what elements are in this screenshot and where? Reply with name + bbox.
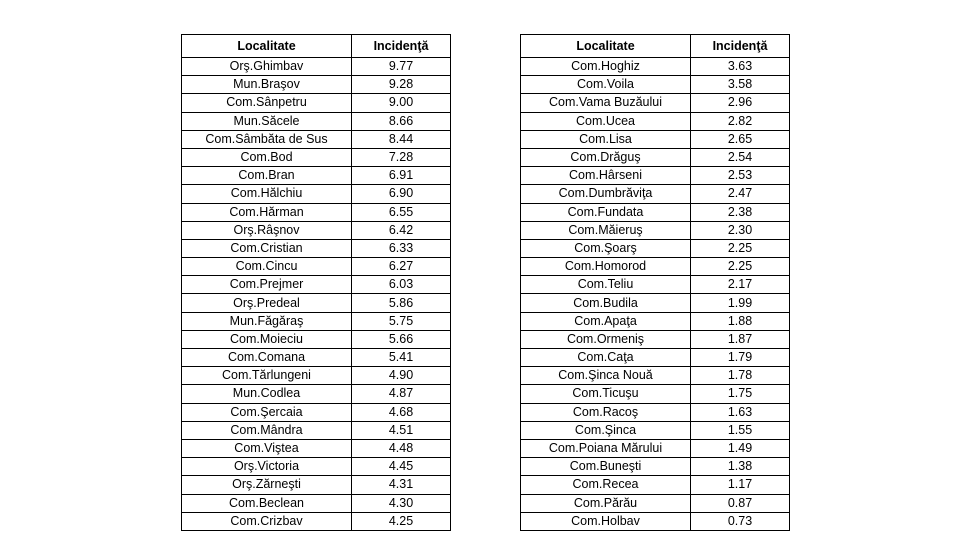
incidence-cell: 2.54 bbox=[691, 148, 790, 166]
locality-cell: Com.Prejmer bbox=[182, 276, 352, 294]
table-row bbox=[521, 221, 790, 239]
incidence-cell: 4.25 bbox=[352, 512, 451, 530]
table-row bbox=[521, 403, 790, 421]
table-row bbox=[182, 221, 451, 239]
incidence-cell: 1.78 bbox=[691, 367, 790, 385]
locality-cell: Com.Dumbrăviţa bbox=[521, 185, 691, 203]
incidence-cell: 1.79 bbox=[691, 349, 790, 367]
locality-cell: Com.Budila bbox=[521, 294, 691, 312]
locality-cell: Com.Voila bbox=[521, 76, 691, 94]
incidence-cell: 5.75 bbox=[352, 312, 451, 330]
table-row bbox=[182, 148, 451, 166]
table-row bbox=[182, 421, 451, 439]
locality-cell: Com.Măieruş bbox=[521, 221, 691, 239]
header-incidence: Incidenţă bbox=[691, 35, 790, 58]
locality-cell: Com.Beclean bbox=[182, 494, 352, 512]
locality-cell: Com.Caţa bbox=[521, 349, 691, 367]
incidence-cell: 1.49 bbox=[691, 439, 790, 457]
incidence-cell: 7.28 bbox=[352, 148, 451, 166]
incidence-cell: 1.38 bbox=[691, 458, 790, 476]
incidence-cell: 4.30 bbox=[352, 494, 451, 512]
incidence-cell: 0.73 bbox=[691, 512, 790, 530]
incidence-cell: 1.63 bbox=[691, 403, 790, 421]
table-row bbox=[182, 494, 451, 512]
locality-cell: Com.Hărman bbox=[182, 203, 352, 221]
header-row bbox=[182, 35, 451, 58]
incidence-cell: 4.48 bbox=[352, 439, 451, 457]
locality-cell: Com.Comana bbox=[182, 349, 352, 367]
locality-cell: Com.Hoghiz bbox=[521, 58, 691, 76]
table-row bbox=[521, 130, 790, 148]
locality-cell: Com.Ormeniş bbox=[521, 330, 691, 348]
incidence-cell: 1.17 bbox=[691, 476, 790, 494]
incidence-cell: 6.55 bbox=[352, 203, 451, 221]
incidence-cell: 8.44 bbox=[352, 130, 451, 148]
header-locality: Localitate bbox=[521, 35, 691, 58]
table-row bbox=[521, 494, 790, 512]
locality-cell: Orş.Râşnov bbox=[182, 221, 352, 239]
table-row bbox=[521, 148, 790, 166]
incidence-cell: 3.58 bbox=[691, 76, 790, 94]
table-row bbox=[521, 58, 790, 76]
locality-cell: Com.Ticuşu bbox=[521, 385, 691, 403]
table-row bbox=[182, 258, 451, 276]
incidence-cell: 5.41 bbox=[352, 349, 451, 367]
locality-cell: Com.Mândra bbox=[182, 421, 352, 439]
incidence-cell: 2.47 bbox=[691, 185, 790, 203]
incidence-cell: 6.42 bbox=[352, 221, 451, 239]
locality-cell: Com.Crizbav bbox=[182, 512, 352, 530]
table-row bbox=[182, 185, 451, 203]
table-row bbox=[182, 512, 451, 530]
table-row bbox=[182, 94, 451, 112]
table-row bbox=[182, 476, 451, 494]
table-row bbox=[521, 312, 790, 330]
locality-cell: Com.Apaţa bbox=[521, 312, 691, 330]
locality-cell: Com.Şinca bbox=[521, 421, 691, 439]
table-row bbox=[521, 76, 790, 94]
table-row bbox=[182, 367, 451, 385]
incidence-cell: 4.68 bbox=[352, 403, 451, 421]
incidence-cell: 2.25 bbox=[691, 258, 790, 276]
incidence-cell: 9.28 bbox=[352, 76, 451, 94]
locality-cell: Com.Homorod bbox=[521, 258, 691, 276]
locality-cell: Orş.Victoria bbox=[182, 458, 352, 476]
incidence-cell: 2.17 bbox=[691, 276, 790, 294]
locality-cell: Com.Părău bbox=[521, 494, 691, 512]
table-row bbox=[521, 330, 790, 348]
locality-cell: Com.Cristian bbox=[182, 239, 352, 257]
locality-cell: Com.Şercaia bbox=[182, 403, 352, 421]
locality-cell: Com.Şoarş bbox=[521, 239, 691, 257]
incidence-cell: 9.77 bbox=[352, 58, 451, 76]
locality-cell: Com.Şinca Nouă bbox=[521, 367, 691, 385]
incidence-cell: 6.03 bbox=[352, 276, 451, 294]
incidence-cell: 6.91 bbox=[352, 167, 451, 185]
table-row bbox=[182, 403, 451, 421]
incidence-cell: 2.82 bbox=[691, 112, 790, 130]
table-row bbox=[182, 330, 451, 348]
locality-cell: Com.Bod bbox=[182, 148, 352, 166]
table-row bbox=[521, 276, 790, 294]
incidence-cell: 8.66 bbox=[352, 112, 451, 130]
table-row bbox=[521, 349, 790, 367]
header-incidence: Incidenţă bbox=[352, 35, 451, 58]
incidence-cell: 9.00 bbox=[352, 94, 451, 112]
incidence-cell: 1.55 bbox=[691, 421, 790, 439]
incidence-cell: 6.27 bbox=[352, 258, 451, 276]
incidence-table-right bbox=[520, 34, 790, 531]
table-row bbox=[182, 458, 451, 476]
table-row bbox=[521, 94, 790, 112]
incidence-cell: 2.30 bbox=[691, 221, 790, 239]
incidence-cell: 4.90 bbox=[352, 367, 451, 385]
incidence-cell: 1.75 bbox=[691, 385, 790, 403]
locality-cell: Com.Ucea bbox=[521, 112, 691, 130]
incidence-cell: 1.87 bbox=[691, 330, 790, 348]
locality-cell: Com.Vama Buzăului bbox=[521, 94, 691, 112]
table-row bbox=[521, 258, 790, 276]
incidence-table-left bbox=[181, 34, 451, 531]
locality-cell: Com.Fundata bbox=[521, 203, 691, 221]
incidence-cell: 2.53 bbox=[691, 167, 790, 185]
locality-cell: Com.Tărlungeni bbox=[182, 367, 352, 385]
incidence-cell: 1.88 bbox=[691, 312, 790, 330]
locality-cell: Orş.Predeal bbox=[182, 294, 352, 312]
table-row bbox=[182, 76, 451, 94]
table-row bbox=[182, 167, 451, 185]
table-row bbox=[182, 294, 451, 312]
table-row bbox=[521, 203, 790, 221]
incidence-cell: 2.65 bbox=[691, 130, 790, 148]
incidence-cell: 4.51 bbox=[352, 421, 451, 439]
table-row bbox=[182, 349, 451, 367]
table-row bbox=[521, 239, 790, 257]
table-row bbox=[182, 130, 451, 148]
incidence-cell: 4.87 bbox=[352, 385, 451, 403]
locality-cell: Com.Hârseni bbox=[521, 167, 691, 185]
incidence-cell: 2.25 bbox=[691, 239, 790, 257]
incidence-cell: 6.33 bbox=[352, 239, 451, 257]
locality-cell: Com.Buneşti bbox=[521, 458, 691, 476]
table-row bbox=[521, 385, 790, 403]
locality-cell: Com.Lisa bbox=[521, 130, 691, 148]
table-row bbox=[521, 112, 790, 130]
locality-cell: Mun.Făgăraş bbox=[182, 312, 352, 330]
locality-cell: Mun.Braşov bbox=[182, 76, 352, 94]
locality-cell: Com.Cincu bbox=[182, 258, 352, 276]
locality-cell: Com.Holbav bbox=[521, 512, 691, 530]
locality-cell: Mun.Săcele bbox=[182, 112, 352, 130]
incidence-cell: 2.96 bbox=[691, 94, 790, 112]
table-row bbox=[521, 294, 790, 312]
incidence-cell: 0.87 bbox=[691, 494, 790, 512]
locality-cell: Com.Teliu bbox=[521, 276, 691, 294]
table-row bbox=[521, 185, 790, 203]
locality-cell: Com.Racoş bbox=[521, 403, 691, 421]
table-row bbox=[182, 203, 451, 221]
table-row bbox=[521, 476, 790, 494]
locality-cell: Com.Drăguş bbox=[521, 148, 691, 166]
locality-cell: Com.Sâmbăta de Sus bbox=[182, 130, 352, 148]
table-row bbox=[182, 112, 451, 130]
table-row bbox=[521, 458, 790, 476]
locality-cell: Orş.Zărneşti bbox=[182, 476, 352, 494]
locality-cell: Com.Poiana Mărului bbox=[521, 439, 691, 457]
locality-cell: Com.Sânpetru bbox=[182, 94, 352, 112]
locality-cell: Com.Viştea bbox=[182, 439, 352, 457]
incidence-cell: 4.31 bbox=[352, 476, 451, 494]
table-row bbox=[182, 239, 451, 257]
incidence-cell: 5.66 bbox=[352, 330, 451, 348]
incidence-cell: 2.38 bbox=[691, 203, 790, 221]
table-row bbox=[182, 312, 451, 330]
table-row bbox=[182, 439, 451, 457]
table-row bbox=[521, 167, 790, 185]
table-row bbox=[521, 367, 790, 385]
table-row bbox=[182, 276, 451, 294]
table-row bbox=[521, 512, 790, 530]
table-row bbox=[521, 439, 790, 457]
incidence-cell: 3.63 bbox=[691, 58, 790, 76]
incidence-cell: 1.99 bbox=[691, 294, 790, 312]
table-row bbox=[521, 421, 790, 439]
incidence-cell: 4.45 bbox=[352, 458, 451, 476]
table-row bbox=[182, 385, 451, 403]
locality-cell: Orş.Ghimbav bbox=[182, 58, 352, 76]
locality-cell: Com.Bran bbox=[182, 167, 352, 185]
locality-cell: Com.Moieciu bbox=[182, 330, 352, 348]
locality-cell: Com.Hălchiu bbox=[182, 185, 352, 203]
header-locality: Localitate bbox=[182, 35, 352, 58]
incidence-cell: 5.86 bbox=[352, 294, 451, 312]
incidence-cell: 6.90 bbox=[352, 185, 451, 203]
header-row bbox=[521, 35, 790, 58]
locality-cell: Com.Recea bbox=[521, 476, 691, 494]
locality-cell: Mun.Codlea bbox=[182, 385, 352, 403]
table-row bbox=[182, 58, 451, 76]
